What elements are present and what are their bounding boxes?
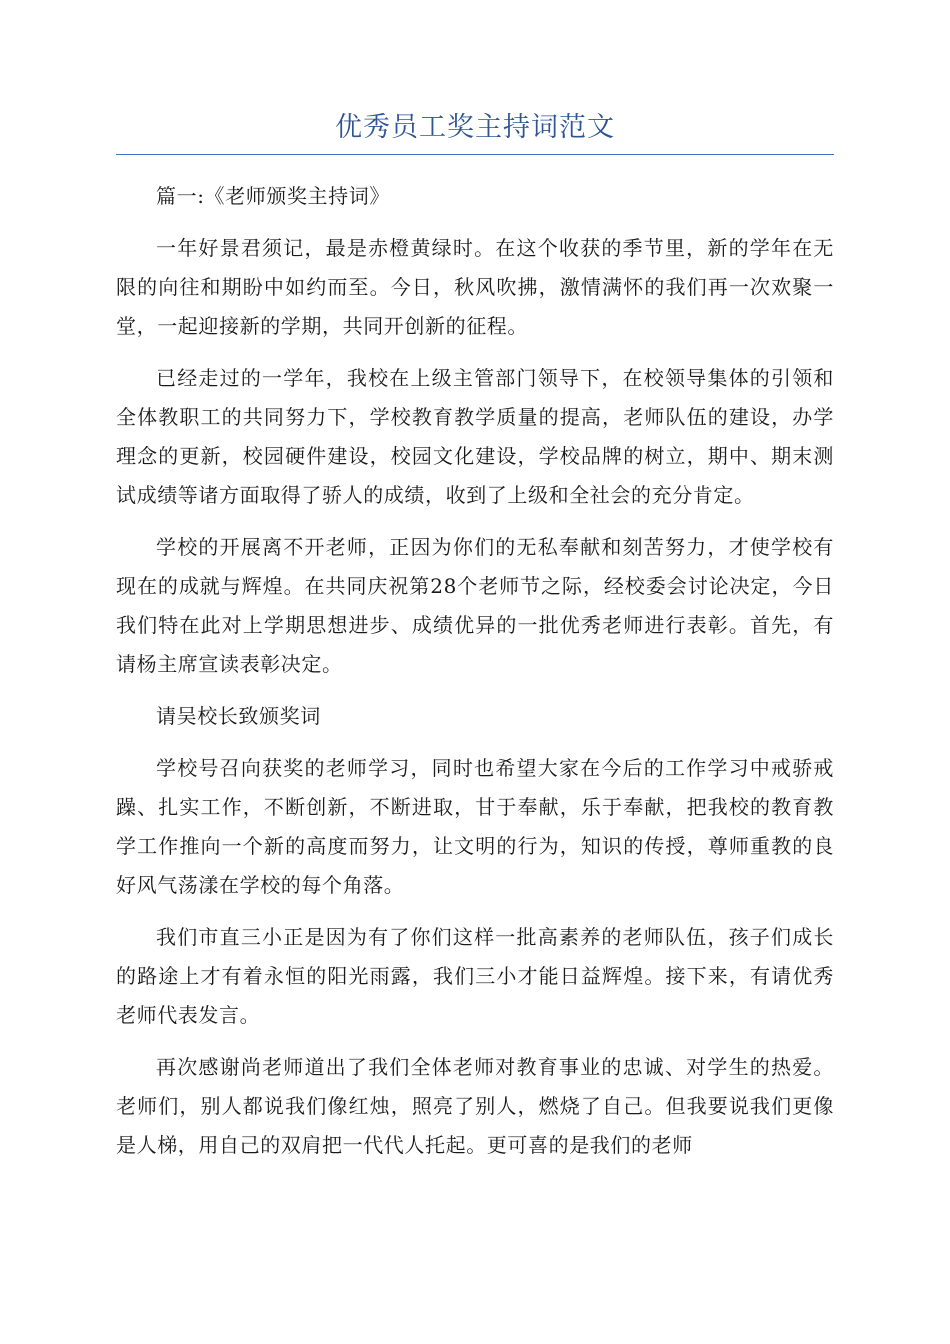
- paragraph: 我们市直三小正是因为有了你们这样一批高素养的老师队伍，孩子们成长的路途上才有着永恒的阳光雨露，我们三小才能日益辉煌。接下来，有请优秀老师代表发言。: [116, 925, 834, 1027]
- paragraph: 学校的开展离不开老师，正因为你们的无私奉献和刻苦努力，才使学校有现在的成就与辉煌。在共同庆祝第28个老师节之际，经校委会讨论决定，今日我们特在此对上学期思想进步、成绩优异的一批优秀老师进行表彰。首先，有请杨主席宣读表彰决定。: [116, 535, 834, 676]
- paragraph: 学校号召向获奖的老师学习，同时也希望大家在今后的工作学习中戒骄戒躁、扎实工作，不断创新，不断进取，甘于奉献，乐于奉献，把我校的教育教学工作推向一个新的高度而努力，让文明的行为，知识的传授，尊师重教的良好风气荡漾在学校的每个角落。: [116, 756, 834, 897]
- paragraph-subtitle: 篇一:《老师颁奖主持词》: [156, 184, 390, 208]
- document-title: 优秀员工奖主持词范文: [116, 108, 834, 155]
- paragraph: 一年好景君须记，最是赤橙黄绿时。在这个收获的季节里，新的学年在无限的向往和期盼中如约而至。今日，秋风吹拂，激情满怀的我们再一次欢聚一堂，一起迎接新的学期，共同开创新的征程。: [116, 236, 834, 338]
- document-body: [116, 177, 834, 1165]
- paragraph: 已经走过的一学年，我校在上级主管部门领导下，在校领导集体的引领和全体教职工的共同努力下，学校教育教学质量的提高，老师队伍的建设，办学理念的更新，校园硬件建设，校园文化建设，学校品牌的树立，期中、期末测试成绩等诸方面取得了骄人的成绩，收到了上级和全社会的充分肯定。: [116, 366, 834, 507]
- document-page: [116, 108, 834, 1178]
- paragraph: 请吴校长致颁奖词: [156, 704, 321, 728]
- paragraph: 再次感谢尚老师道出了我们全体老师对教育事业的忠诚、对学生的热爱。老师们，别人都说我们像红烛，照亮了别人，燃烧了自己。但我要说我们更像是人梯，用自己的双肩把一代代人托起。更可喜的是我们的老师: [116, 1055, 834, 1157]
